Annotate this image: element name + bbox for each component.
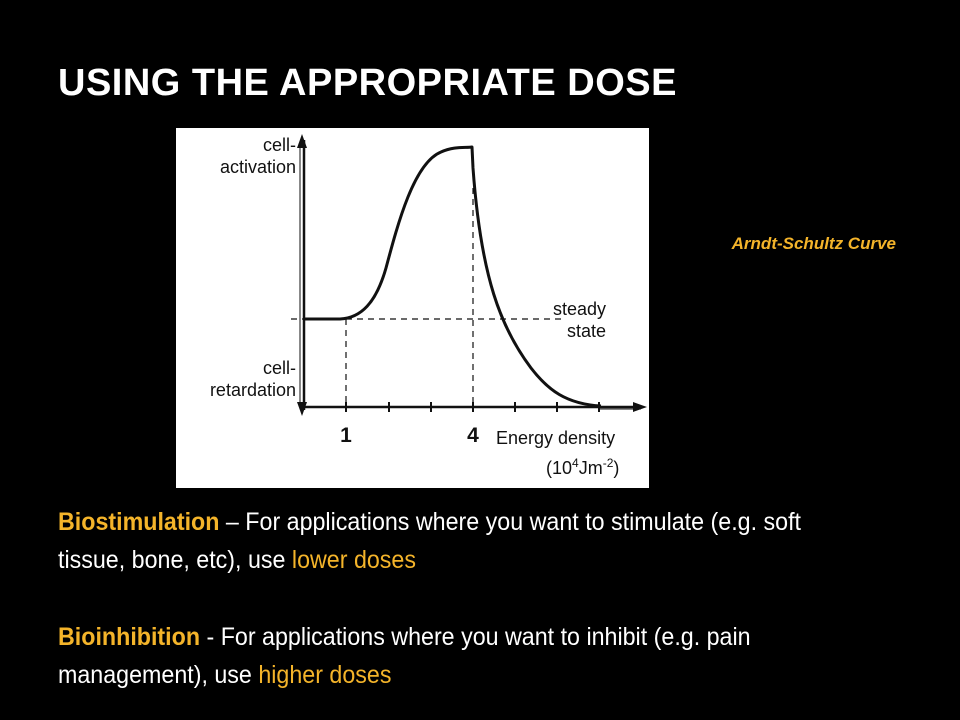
highlight-lower-doses: lower doses [291,546,416,574]
y-label-top-1: cell- [262,135,296,155]
steady-label-1: steady [552,299,606,319]
term-bioinhibition: Bioinhibition [58,623,201,651]
term-biostimulation: Biostimulation [58,508,220,536]
paragraph-text: – For applications where you want to stimulate (e.g. soft tissue, bone, etc), use [58,508,801,574]
response-curve [304,147,601,406]
highlight-higher-doses: higher doses [258,661,392,689]
paragraph-text: - For applications where you want to inhibit (e.g. pain management), use [58,623,751,689]
x-axis-unit: $(10^4Jm^{-2})$ [546,456,620,478]
tick-label-1: 1 [340,424,352,447]
steady-label-2: state [566,321,606,341]
y-label-top-2: activation [219,157,296,177]
tick-label-4: 4 [467,424,479,447]
slide-title: USING THE APPROPRIATE DOSE [58,62,677,104]
curve-diagram [176,128,649,488]
x-axis-label: Energy density [496,428,616,448]
figure-caption: Arndt-Schultz Curve [731,234,896,253]
biostimulation-paragraph [58,503,858,579]
y-label-bottom-1: cell- [262,358,296,378]
y-axis [297,134,307,416]
bioinhibition-paragraph [58,618,858,694]
arndt-schultz-figure [176,128,649,488]
y-label-bottom-2: retardation [209,380,296,400]
dashed-guides [291,188,566,407]
